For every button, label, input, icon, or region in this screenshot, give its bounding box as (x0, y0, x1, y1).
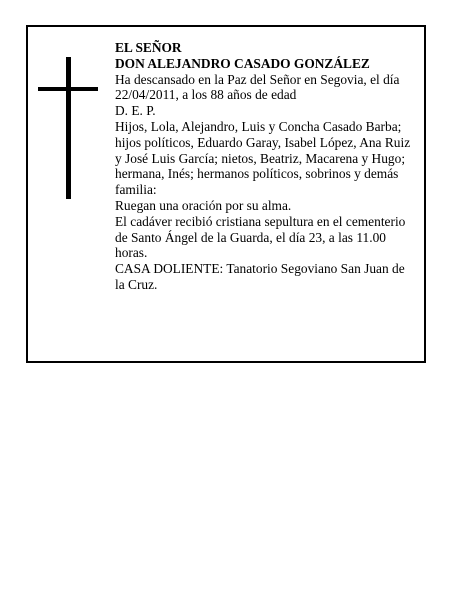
title-line-1: EL SEÑOR (115, 40, 182, 55)
deceased-name: DON ALEJANDRO CASADO GONZÁLEZ (115, 55, 370, 71)
family-list: Hijos, Lola, Alejandro, Luis y Concha Casado Barba; hijos políticos, Eduardo Garay, Isabel López, Ana Ruiz y José Luis García; nietos, Beatriz, Macarena y Hugo; hermana, Inés; hermanos políticos, sobrinos y demás familia: (115, 118, 411, 198)
prayer-request: Ruegan una oración por su alma. (115, 197, 292, 213)
cross-icon (38, 57, 98, 199)
death-announcement: Ha descansado en la Paz del Señor en Segovia, el día 22/04/2011, a los 88 años de edad (115, 71, 400, 103)
mourning-house: CASA DOLIENTE: Tanatorio Segoviano San Juan de la Cruz. (115, 261, 405, 292)
obituary-text (115, 40, 417, 293)
cross-vertical-bar (66, 57, 71, 199)
burial-info: El cadáver recibió cristiana sepultura en el cementerio de Santo Ángel de la Guarda, el día 23, a las 11.00 horas. (115, 213, 406, 261)
rest-in-peace: D. E. P. (115, 103, 156, 119)
cross-horizontal-bar (38, 87, 98, 91)
obituary-notice (26, 25, 426, 363)
